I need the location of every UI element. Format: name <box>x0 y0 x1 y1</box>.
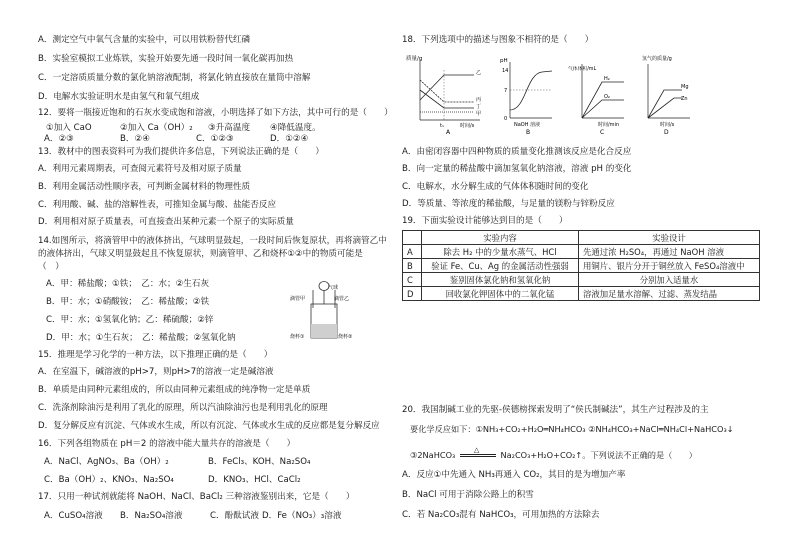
q11-option-b: B．实验室模拟工业炼铁，实验开始要先通一段时间一氧化碳再加热 <box>38 54 294 64</box>
chart-a-tick: t₁ <box>440 123 444 129</box>
q18-chart-a <box>406 54 481 134</box>
q14-option-a: A．甲：稀盐酸；①铁； 乙：水；②生石灰 <box>46 279 210 289</box>
q16-option-d: D．KNO₃、HCl、CaCl₂ <box>208 475 301 485</box>
chart-a-xlabel: 时间/s <box>460 123 475 129</box>
q12-option-b: B．②④ <box>120 134 150 144</box>
chart-c-xlabel: 时间/min <box>598 122 620 128</box>
label-beaker-2: 烧杯② <box>338 334 353 340</box>
table-row <box>403 273 760 287</box>
q15-option-b: B．单质是由同种元素组成的，所以由同种元素组成的纯净物一定是单质 <box>38 385 311 395</box>
chart-d-series-mg: Mg <box>681 84 689 90</box>
table-header-cell <box>403 231 422 245</box>
q13-option-d: D．利用相对原子质量表，可直接查出某种元素一个原子的实际质量 <box>38 217 294 227</box>
q18-option-c: C．电解水，水分解生成的气体体积随时间的变化 <box>402 182 589 192</box>
q12-method-2: ②加入 Ca（OH）₂ <box>120 123 193 133</box>
chart-a-series-yi: 乙 <box>476 70 482 76</box>
q12-option-d: D．①②④ <box>270 134 309 144</box>
table-row <box>403 245 760 259</box>
chart-b-tick-0: 0 <box>504 116 508 122</box>
chart-c-series-o2: O₂ <box>604 94 610 100</box>
q18-option-d: D．等质量、等浓度的稀盐酸，与足量的镁粉与锌粉反应 <box>402 199 615 209</box>
table-row <box>403 259 760 273</box>
chart-c-letter: C <box>600 129 605 134</box>
chart-b-curve <box>510 71 552 110</box>
q20-equation-3 <box>410 445 697 461</box>
q18-stem: 18．下列选项中的描述与图象不相符的是（ ） <box>402 35 594 45</box>
q14-stem-line1: 14.如图所示，将滴管甲中的液体挤出，气球明显鼓起，一段时间后恢复原状，再将滴管乙中 <box>38 236 387 246</box>
q20-eq3-arrow <box>458 445 498 461</box>
q14-option-b: B．甲：水；①硝酸铵； 乙：稀盐酸；②铁 <box>46 297 210 307</box>
q13-option-b: B．利用金属活动性顺序表，可判断金属材料的物理性质 <box>38 182 251 192</box>
table-header-cell: 实验内容 <box>422 231 579 245</box>
chart-b-tick-14: 14 <box>502 68 509 74</box>
table-cell: A <box>403 245 422 259</box>
q15-option-a: A．在室温下，碱溶液的pH>7，则pH>7的溶液一定是碱溶液 <box>38 367 274 377</box>
label-dropper-b: 滴管乙 <box>334 296 350 302</box>
table-cell: 验证 Fe、Cu、Ag 的金属活动性强弱 <box>422 259 579 273</box>
q12-stem: 12．要将一瓶接近饱和的石灰水变成饱和溶液，小明选择了如下方法，其中可行的是（ ） <box>38 108 393 118</box>
q17-option-b: B．Na₂SO₄溶液 <box>120 511 183 521</box>
q16-option-a: A．NaCl、AgNO₃、Ba（OH）₂ <box>44 457 169 467</box>
label-balloon: 气球 <box>328 285 339 291</box>
q13-option-a: A．利用元素周期表，可查阅元素符号及相对原子质量 <box>38 164 242 174</box>
q20-equation-1: 要化学反应如下：①NH₃+CO₂+H₂O═NH₄HCO₃ ②NH₄HCO₃+NaCl═NH₄Cl+NaHCO₃↓ <box>410 424 734 434</box>
table-cell: D <box>403 287 422 301</box>
chart-c-ylabel: 气体体积/mL <box>568 67 597 72</box>
table-cell: B <box>403 259 422 273</box>
chart-d-series-zn: Zn <box>681 96 688 102</box>
q12-option-a: A．②③ <box>44 134 74 144</box>
q16-stem: 16．下列各组物质在 pH＝2 的溶液中能大量共存的溶液是（ ） <box>38 439 296 449</box>
q18-chart-c <box>568 64 624 134</box>
chart-d-xlabel: 时间/s <box>660 122 675 128</box>
table-cell: 鉴别固体氯化钠和氢氧化钠 <box>422 273 579 287</box>
q17-option-a: A．CuSO₄溶液 <box>44 511 103 521</box>
chart-a-ylabel: 质量/g <box>406 56 423 62</box>
q20-option-b: B．NaCl 可用于消除公路上的积雪 <box>402 490 534 500</box>
q18-option-a: A．由密闭容器中四种物质的质量变化推测该反应是化合反应 <box>402 147 632 157</box>
q17-option-d: D．Fe（NO₃）₃溶液 <box>262 511 342 521</box>
q20-eq3-products: Na₂CO₃+H₂O+CO₂↑。下列说法不正确的是（ ） <box>500 450 697 460</box>
q20-option-c: C．若 Na₂CO₃混有 NaHCO₃，可用加热的方法除去 <box>402 510 600 520</box>
q18-option-b: B．向一定量的稀盐酸中滴加氢氧化钠溶液，溶液 pH 的变化 <box>402 164 632 174</box>
label-beaker-1: 烧杯① <box>290 334 305 340</box>
chart-a-letter: A <box>446 129 451 134</box>
chart-d-line-zn <box>648 98 682 118</box>
q14-option-c: C．甲：水；①氢氧化钠；乙：稀硫酸；②锌 <box>46 315 214 325</box>
q12-method-1: ①加入 CaO <box>46 123 92 133</box>
q12-method-4: ④降低温度。 <box>270 123 321 133</box>
q18-charts <box>402 50 692 134</box>
q18-chart-d <box>642 55 690 134</box>
q19-table <box>402 230 760 301</box>
q15-stem: 15．推理是学习化学的一种方法，以下推理正确的是（ ） <box>38 350 273 360</box>
q14-stem-line2: 的液体挤出，气球又明显鼓起且不恢复原状，则滴管甲、乙和烧杯①②中的物质可能是 <box>38 249 363 259</box>
q11-option-c: C．一定溶质质量分数的氯化钠溶液配制，将氯化钠直接放在量筒中溶解 <box>38 73 311 83</box>
q19-stem: 19．下面实验设计能够达到目的是（ ） <box>402 216 568 226</box>
q16-option-c: C．Ba（OH）₂、KNO₃、Na₂SO₄ <box>44 475 174 485</box>
chart-b-ylabel: pH <box>500 58 508 64</box>
chart-a-series-jia: 甲 <box>476 111 482 117</box>
table-cell: 先通过浓 H₂SO₄，再通过 NaOH 溶液 <box>579 245 760 259</box>
q17-option-c: C．酚酞试液 <box>210 511 259 521</box>
chart-b-letter: B <box>526 129 531 134</box>
table-cell: C <box>403 273 422 287</box>
q20-stem: 20．我国制碱工业的先驱-侯德榜探索发明了“侯氏制碱法”，其生产过程涉及的主 <box>402 405 709 415</box>
q12-option-c: C．①②③ <box>196 134 234 144</box>
table-header-row <box>403 231 760 245</box>
q11-option-d: D．电解水实验证明水是由氢气和氧气组成 <box>38 92 200 102</box>
chart-c-series-h2: H₂ <box>604 76 610 82</box>
q16-option-b: B．FeCl₃、KOH、Na₂SO₄ <box>208 457 311 467</box>
chart-c-line-o2 <box>582 100 624 118</box>
chart-a-series-ding: 丁 <box>476 104 482 110</box>
q20-option-a: A．反应①中先通入 NH₃再通入 CO₂，其目的是为增加产率 <box>402 470 626 480</box>
q14-stem-line3: （ ） <box>38 262 64 272</box>
q20-eq3-reactant: ③2NaHCO₃ <box>410 450 456 460</box>
q14-option-d: D．甲：水；①生石灰； 乙：稀盐酸；②氢氧化钠 <box>46 333 236 343</box>
q18-chart-b <box>500 58 552 134</box>
q15-option-d: D．复分解反应有沉淀、气体或水生成，所以有沉淀、气体或水生成的反应都是复分解反应 <box>38 421 380 431</box>
q13-option-c: C．利用酸、碱、盐的溶解性表，可推知金属与酸、盐能否反应 <box>38 200 277 210</box>
table-cell: 分别加入适量水 <box>579 273 760 287</box>
heating-symbol: △ <box>473 445 480 454</box>
q11-option-a: A．测定空气中氧气含量的实验中，可以用铁粉替代红磷 <box>38 35 251 45</box>
chart-b-xlabel: NaOH 溶液 <box>514 122 541 128</box>
table-cell: 除去 H₂ 中的少量水蒸气、HCl <box>422 245 579 259</box>
chart-a-line-ding <box>420 90 474 108</box>
chart-a-series-bing: 丙 <box>476 97 482 103</box>
q17-stem: 17．只用一种试剂就能将 NaOH、NaCl、BaCl₂ 三种溶液鉴别出来，它是（ ） <box>38 492 355 502</box>
q12-method-3: ③升高温度 <box>208 123 251 133</box>
q14-apparatus-figure <box>290 280 356 342</box>
q13-stem: 13．教材中的图表资料可为我们提供许多信息，下列说法正确的是（ ） <box>38 147 324 157</box>
chart-d-ylabel: 氢气的质量/g <box>642 56 672 62</box>
label-dropper-a: 滴管甲 <box>290 296 306 302</box>
q15-option-c: C．洗涤剂除油污是利用了乳化的原理，所以汽油除油污也是利用乳化的原理 <box>38 403 328 413</box>
table-cell: 用铜片、银片分开于铜丝放入 FeSO₄溶液中 <box>579 259 760 273</box>
table-cell: 溶液加足量水溶解、过滤、蒸发结晶 <box>579 287 760 301</box>
table-cell: 回收氯化钾固体中的二氧化锰 <box>422 287 579 301</box>
chart-b-tick-7: 7 <box>504 88 508 94</box>
table-row <box>403 287 760 301</box>
table-header-cell: 实验设计 <box>579 231 760 245</box>
chart-d-letter: D <box>664 129 669 134</box>
